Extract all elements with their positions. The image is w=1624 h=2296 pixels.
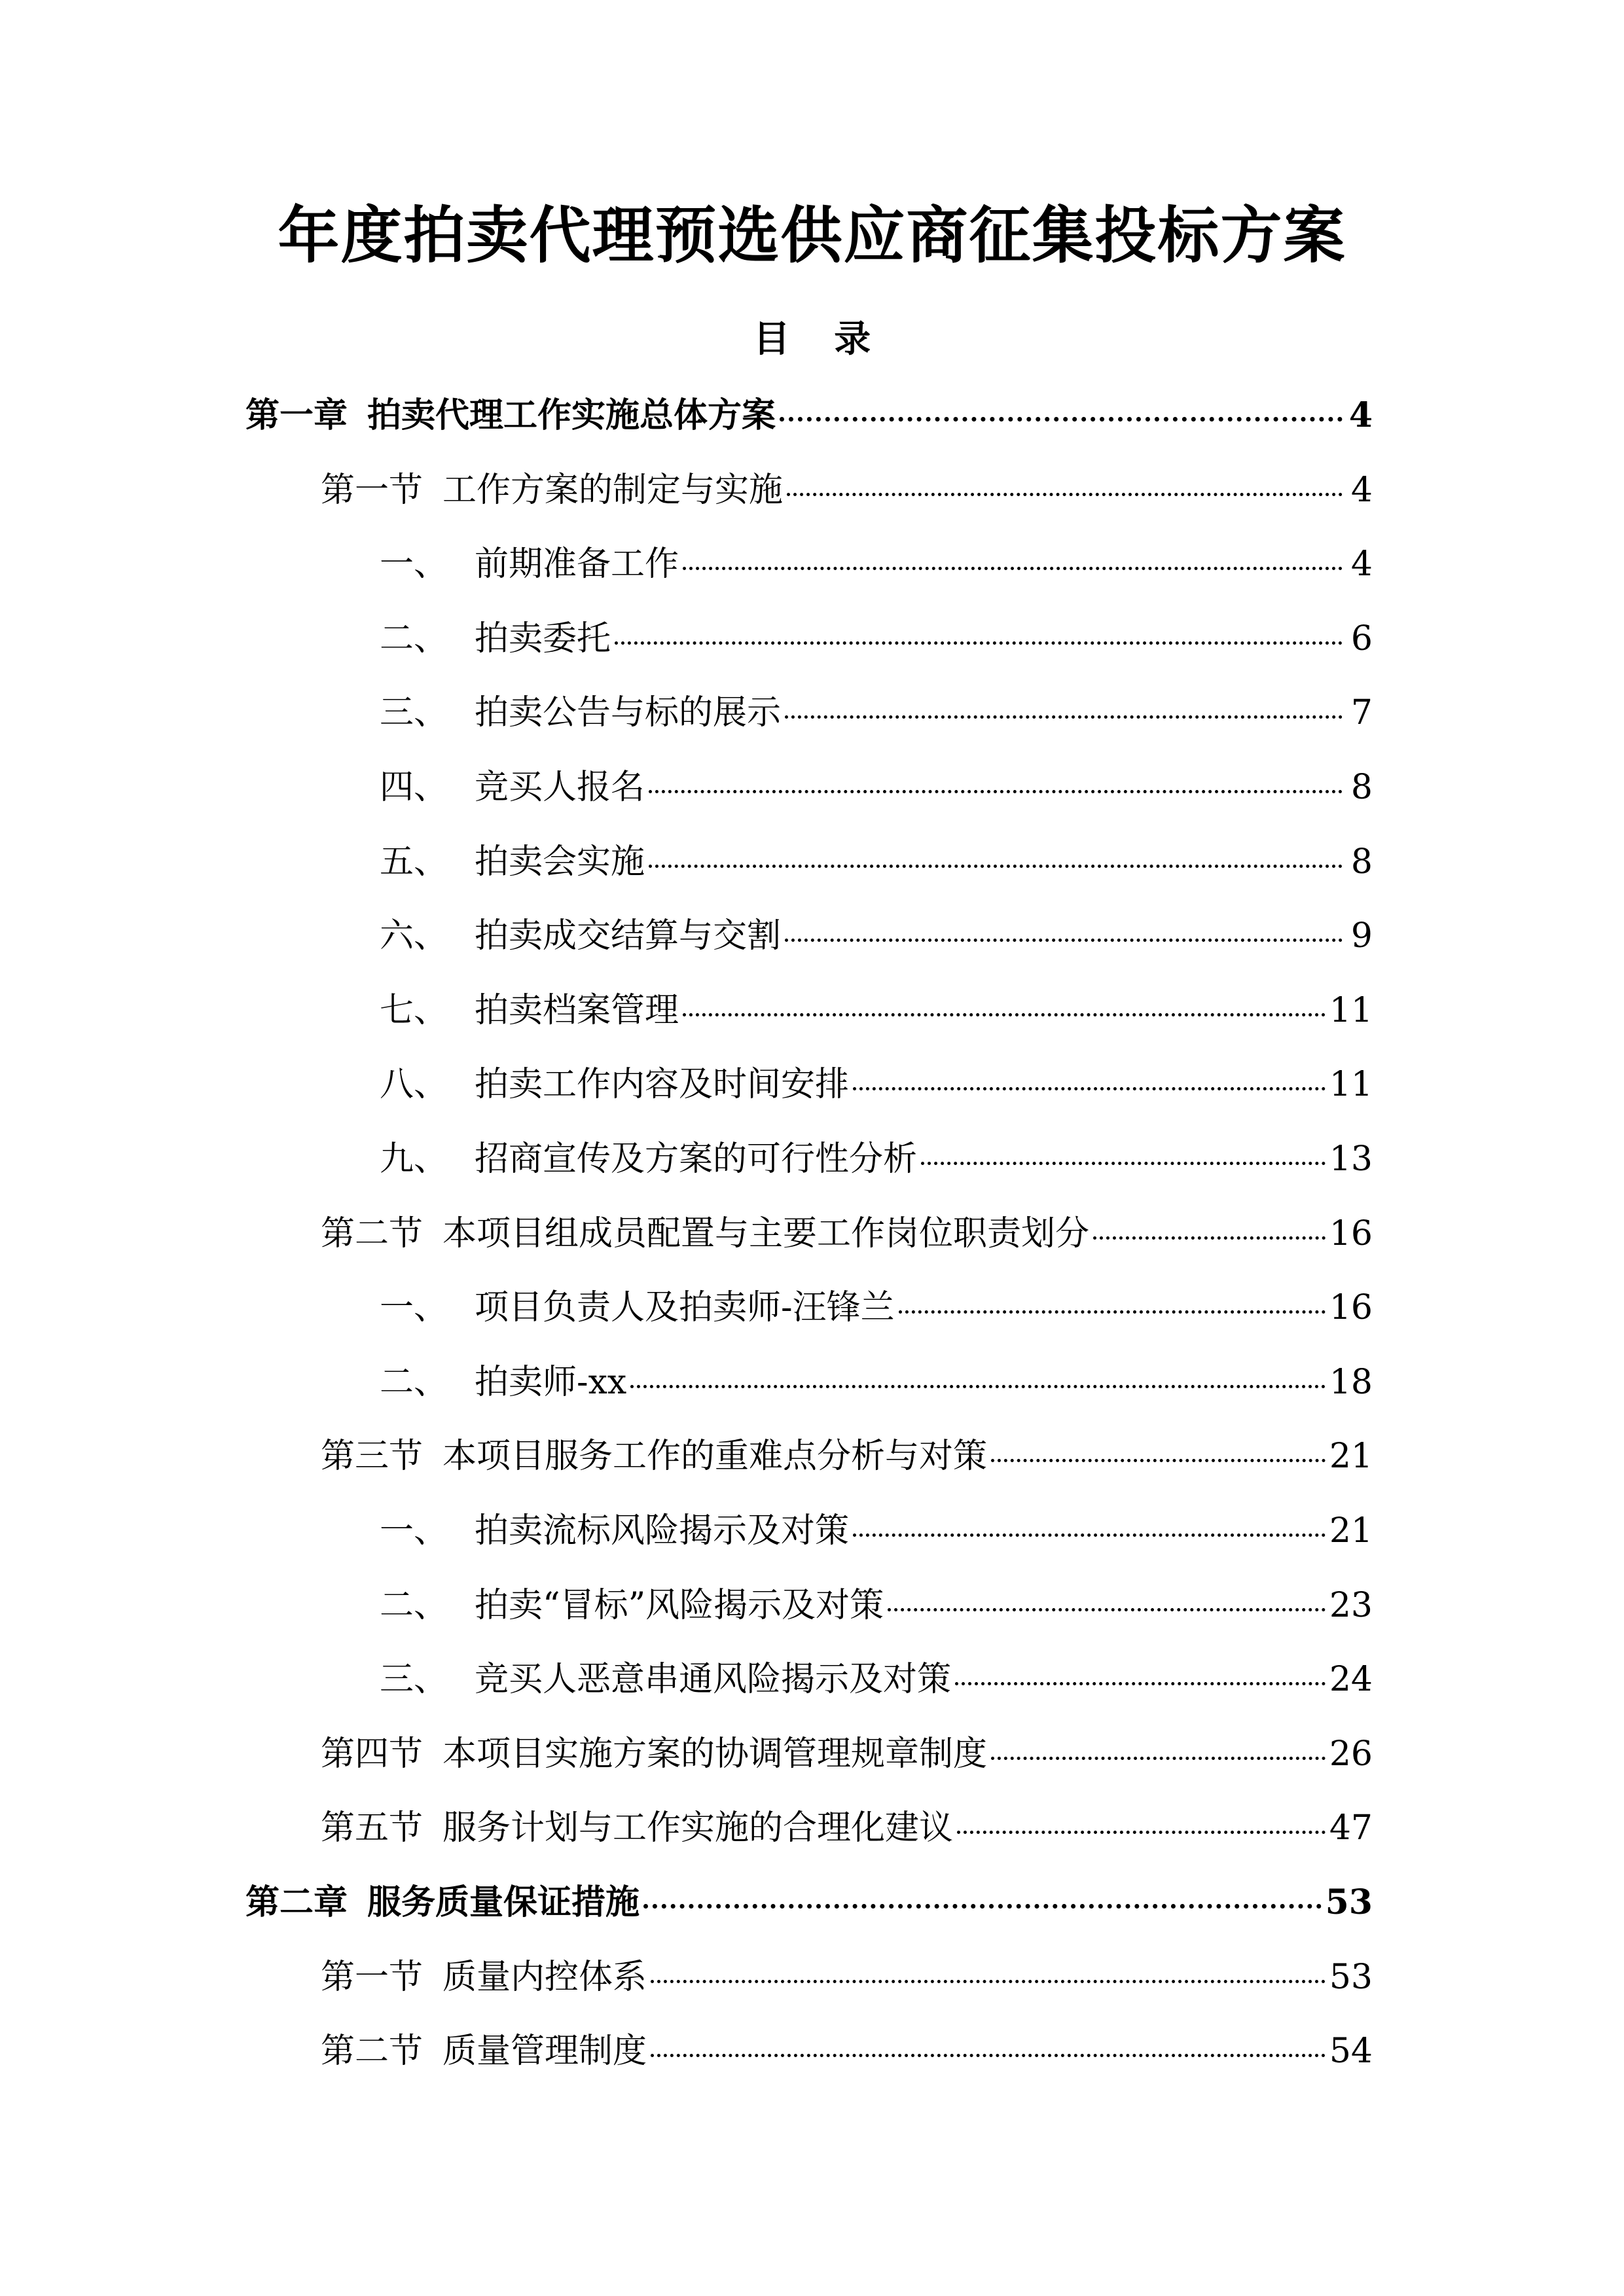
toc-entry-number: 五、 bbox=[380, 842, 448, 882]
toc-entry-title: 拍卖公告与标的展示 bbox=[475, 693, 782, 733]
toc-dot-leader bbox=[899, 1310, 1326, 1314]
toc-entry-number: 第二节 bbox=[321, 1213, 424, 1253]
toc-entry-title: 拍卖代理工作实施总体方案 bbox=[367, 395, 776, 435]
toc-entry[interactable] bbox=[380, 903, 1373, 969]
toc-entry-page-number: 21 bbox=[1329, 1511, 1373, 1551]
toc-dot-leader bbox=[643, 1904, 1322, 1909]
toc-dot-leader bbox=[630, 1385, 1326, 1388]
toc-entry-number: 九、 bbox=[380, 1139, 448, 1179]
toc-entry-number: 八、 bbox=[380, 1065, 448, 1105]
toc-entry-page-number: 11 bbox=[1329, 1065, 1373, 1105]
toc-entry-number: 六、 bbox=[380, 916, 448, 956]
toc-dot-leader bbox=[991, 1757, 1326, 1760]
toc-entry-title: 拍卖流标风险揭示及对策 bbox=[475, 1511, 850, 1551]
toc-entry[interactable] bbox=[380, 606, 1373, 672]
toc-dot-leader bbox=[651, 2054, 1326, 2057]
toc-entry[interactable] bbox=[321, 1795, 1373, 1861]
toc-entry-page-number: 4 bbox=[1350, 470, 1373, 510]
toc-entry-title: 拍卖“冒标”风险揭示及对策 bbox=[475, 1585, 884, 1625]
toc-entry-page-number: 13 bbox=[1329, 1139, 1373, 1179]
toc-entry-title: 拍卖师-xx bbox=[475, 1362, 627, 1402]
toc-entry-title: 竞买人恶意串通风险揭示及对策 bbox=[475, 1660, 952, 1700]
toc-entry-number: 三、 bbox=[380, 693, 448, 733]
toc-dot-leader bbox=[853, 1534, 1326, 1537]
toc-entry-page-number: 11 bbox=[1329, 990, 1373, 1030]
toc-dot-leader bbox=[957, 1831, 1326, 1834]
toc-dot-leader bbox=[649, 865, 1343, 868]
toc-entry[interactable] bbox=[321, 2018, 1373, 2084]
toc-entry[interactable] bbox=[321, 1424, 1373, 1489]
toc-dot-leader bbox=[921, 1162, 1326, 1165]
toc-dot-leader bbox=[785, 939, 1343, 942]
toc-dot-leader bbox=[785, 715, 1343, 719]
toc-entry-number: 第二节 bbox=[321, 2032, 424, 2072]
toc-dot-leader bbox=[683, 567, 1343, 570]
toc-entry-page-number: 21 bbox=[1329, 1437, 1373, 1477]
toc-entry-title: 工作方案的制定与实施 bbox=[442, 470, 784, 510]
toc-entry-title: 拍卖委托 bbox=[475, 619, 611, 658]
toc-entry-number: 第一节 bbox=[321, 1957, 424, 1997]
toc-entry-title: 拍卖工作内容及时间安排 bbox=[475, 1065, 850, 1105]
toc-entry-page-number: 7 bbox=[1350, 693, 1373, 733]
toc-dot-leader bbox=[1093, 1236, 1326, 1240]
toc-entry-number: 一、 bbox=[380, 1511, 448, 1551]
toc-dot-leader bbox=[955, 1682, 1326, 1685]
toc-entry[interactable] bbox=[321, 1201, 1373, 1266]
toc-entry-page-number: 18 bbox=[1329, 1362, 1373, 1402]
toc-entry-page-number: 16 bbox=[1329, 1288, 1373, 1328]
toc-entry-page-number: 6 bbox=[1350, 619, 1373, 658]
toc-entry-number: 第三节 bbox=[321, 1437, 424, 1477]
toc-entry-title: 前期准备工作 bbox=[475, 545, 679, 584]
toc-entry-number: 第五节 bbox=[321, 1808, 424, 1848]
toc-entry-title: 竞买人报名 bbox=[475, 768, 645, 807]
toc-entry-page-number: 8 bbox=[1350, 842, 1373, 882]
toc-dot-leader bbox=[787, 493, 1343, 496]
toc-dot-leader bbox=[991, 1459, 1326, 1462]
toc-entry-page-number: 24 bbox=[1329, 1660, 1373, 1700]
toc-entry-title: 项目负责人及拍卖师-汪锋兰 bbox=[475, 1288, 895, 1328]
toc-entry[interactable] bbox=[380, 531, 1373, 597]
toc-entry-title: 本项目组成员配置与主要工作岗位职责划分 bbox=[442, 1213, 1090, 1253]
toc-entry-title: 质量内控体系 bbox=[442, 1957, 647, 1997]
toc-entry-page-number: 23 bbox=[1329, 1585, 1373, 1625]
toc-entry-page-number: 26 bbox=[1329, 1734, 1373, 1774]
toc-entry[interactable] bbox=[321, 1721, 1373, 1787]
toc-entry-title: 本项目服务工作的重难点分析与对策 bbox=[442, 1437, 988, 1477]
toc-entry-page-number: 16 bbox=[1329, 1213, 1373, 1253]
toc-entry[interactable] bbox=[380, 829, 1373, 895]
toc-entry-title: 质量管理制度 bbox=[442, 2032, 647, 2072]
toc-entry-title: 本项目实施方案的协调管理规章制度 bbox=[442, 1734, 988, 1774]
toc-entry[interactable] bbox=[380, 1647, 1373, 1712]
toc-entry[interactable] bbox=[245, 383, 1373, 448]
toc-entry-page-number: 53 bbox=[1329, 1957, 1373, 1997]
toc-entry[interactable] bbox=[380, 1052, 1373, 1117]
toc-entry-number: 第一节 bbox=[321, 470, 424, 510]
toc-entry-number: 二、 bbox=[380, 1585, 448, 1625]
toc-entry-number: 第二章 bbox=[245, 1882, 348, 1922]
document-title: 年度拍卖代理预选供应商征集投标方案 bbox=[278, 200, 1346, 272]
toc-entry-page-number: 9 bbox=[1350, 916, 1373, 956]
toc-entry-number: 一、 bbox=[380, 1288, 448, 1328]
toc-dot-leader bbox=[615, 641, 1343, 645]
toc-entry-page-number: 47 bbox=[1329, 1808, 1373, 1848]
toc-entry-page-number: 4 bbox=[1348, 395, 1373, 435]
toc-entry[interactable] bbox=[380, 978, 1373, 1043]
toc-entry-number: 二、 bbox=[380, 619, 448, 658]
toc-entry[interactable] bbox=[380, 1573, 1373, 1638]
toc-dot-leader bbox=[853, 1087, 1326, 1090]
toc-entry-title: 拍卖成交结算与交割 bbox=[475, 916, 782, 956]
toc-entry-number: 第一章 bbox=[245, 395, 348, 435]
toc-entry-title: 拍卖档案管理 bbox=[475, 990, 679, 1030]
toc-entry-page-number: 54 bbox=[1329, 2032, 1373, 2072]
toc-entry-title: 服务质量保证措施 bbox=[367, 1882, 640, 1922]
toc-entry[interactable] bbox=[321, 457, 1373, 523]
toc-dot-leader bbox=[683, 1013, 1326, 1016]
toc-entry-page-number: 53 bbox=[1325, 1882, 1373, 1922]
toc-entry-number: 四、 bbox=[380, 768, 448, 807]
toc-dot-leader bbox=[780, 417, 1343, 422]
toc-entry-title: 拍卖会实施 bbox=[475, 842, 645, 882]
toc-entry-page-number: 4 bbox=[1350, 545, 1373, 584]
toc-entry-number: 七、 bbox=[380, 990, 448, 1030]
toc-entry[interactable] bbox=[380, 1126, 1373, 1192]
toc-dot-leader bbox=[888, 1608, 1326, 1611]
toc-entry[interactable] bbox=[321, 1945, 1373, 2010]
toc-entry[interactable] bbox=[380, 755, 1373, 820]
toc-entry-number: 三、 bbox=[380, 1660, 448, 1700]
toc-entry[interactable] bbox=[380, 680, 1373, 745]
toc-entry[interactable] bbox=[380, 1498, 1373, 1564]
toc-entry-number: 二、 bbox=[380, 1362, 448, 1402]
toc-entry[interactable] bbox=[245, 1870, 1373, 1935]
toc-entry-number: 一、 bbox=[380, 545, 448, 584]
toc-entry[interactable] bbox=[380, 1275, 1373, 1340]
toc-heading: 目 录 bbox=[753, 317, 887, 361]
toc-entry-number: 第四节 bbox=[321, 1734, 424, 1774]
toc-dot-leader bbox=[651, 1980, 1326, 1983]
toc-entry-page-number: 8 bbox=[1350, 768, 1373, 807]
toc-entry[interactable] bbox=[380, 1350, 1373, 1415]
toc-entry-title: 服务计划与工作实施的合理化建议 bbox=[442, 1808, 954, 1848]
toc-entry-title: 招商宣传及方案的可行性分析 bbox=[475, 1139, 918, 1179]
toc-dot-leader bbox=[649, 790, 1343, 793]
